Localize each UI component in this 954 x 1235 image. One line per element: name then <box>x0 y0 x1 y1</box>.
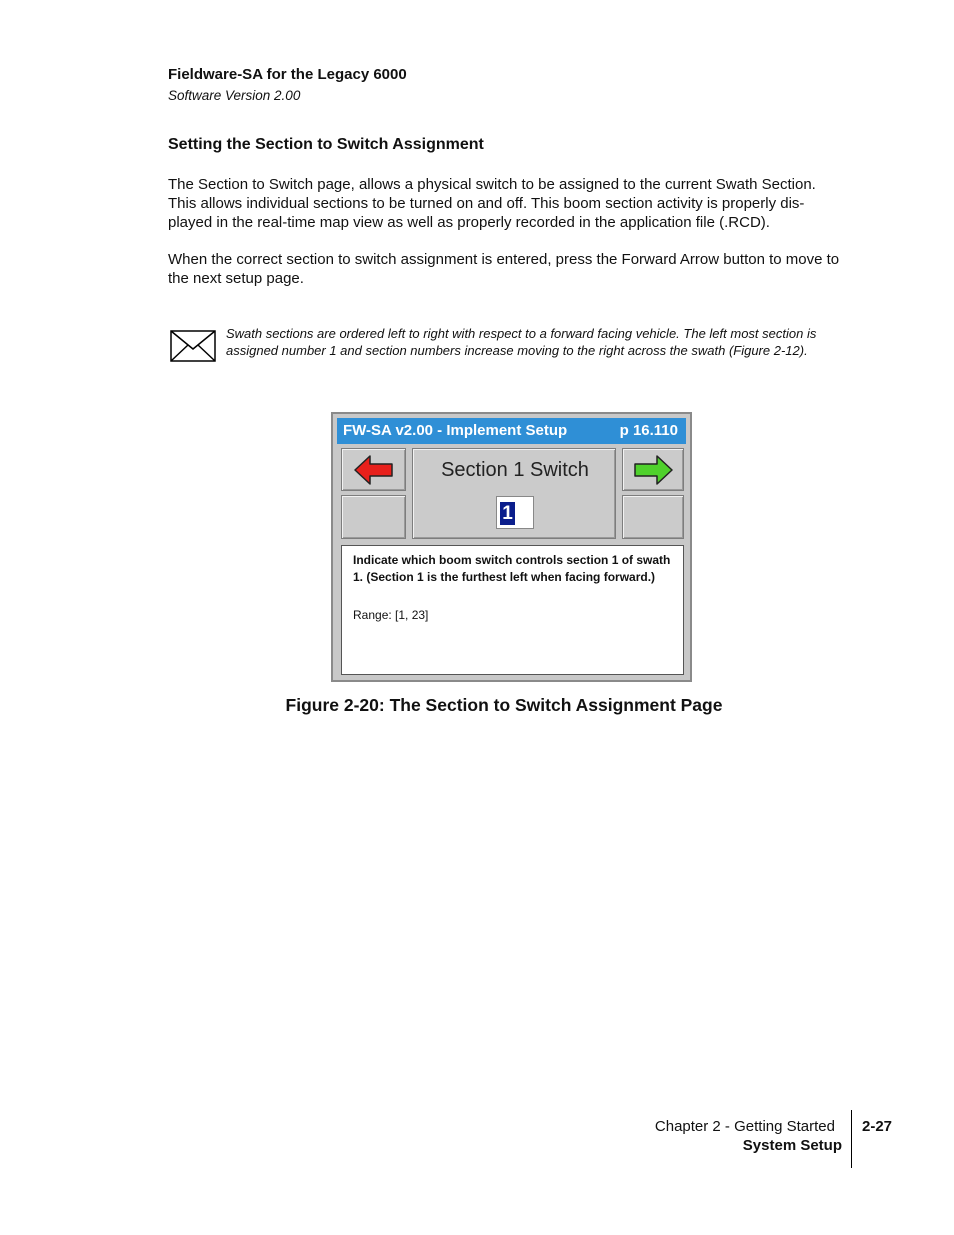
footer-chapter: Chapter 2 - Getting Started <box>654 1118 835 1135</box>
running-header-subtitle: Software Version 2.00 <box>168 88 301 103</box>
help-text-box <box>341 545 684 675</box>
section-switch-label: Section 1 Switch <box>441 459 589 481</box>
body-paragraph-1: The Section to Switch page, allows a physical switch to be assigned to the current Swath Section. This allows individual sections to be turned on and off. This boom section activity is properly dis-played in the real-time map view as well as properly recorded in the application file (.RCD). <box>168 176 816 231</box>
body-paragraph-2: When the correct section to switch assignment is entered, press the Forward Arrow button to move to the next setup page. <box>168 251 840 287</box>
range-text: Range: [1, 23] <box>353 608 429 622</box>
envelope-icon <box>170 330 216 362</box>
device-title-bar <box>337 418 686 444</box>
running-header-title: Fieldware-SA for the Legacy 6000 <box>168 66 407 83</box>
back-arrow-button[interactable] <box>341 448 406 491</box>
section-heading: Setting the Section to Switch Assignment <box>168 136 484 153</box>
footer-section: System Setup <box>742 1137 842 1154</box>
device-title: FW-SA v2.00 - Implement Setup <box>343 422 568 439</box>
note-text: Swath sections are ordered left to right with respect to a forward facing vehicle. The left most section is assigned number 1 and section numbers increase moving to the right across the swath (Figure 2-12). <box>226 326 817 358</box>
footer-page-number: 2-27 <box>862 1118 893 1135</box>
forward-arrow-button[interactable] <box>622 448 684 491</box>
blank-button-right[interactable] <box>622 495 684 539</box>
figure-caption: Figure 2-20: The Section to Switch Assignment Page <box>285 695 723 715</box>
footer-divider <box>851 1110 852 1168</box>
device-screenshot <box>331 412 692 682</box>
device-page-number: p 16.110 <box>619 422 678 439</box>
blank-button-left[interactable] <box>341 495 406 539</box>
help-text: Indicate which boom switch controls section 1 of swath 1. (Section 1 is the furthest left when facing forward.) <box>353 553 671 584</box>
section-switch-panel <box>412 448 616 539</box>
switch-number-input[interactable] <box>496 496 534 529</box>
red-left-arrow-icon <box>353 454 395 486</box>
switch-number-value: 1 <box>500 502 515 525</box>
green-right-arrow-icon <box>632 454 674 486</box>
